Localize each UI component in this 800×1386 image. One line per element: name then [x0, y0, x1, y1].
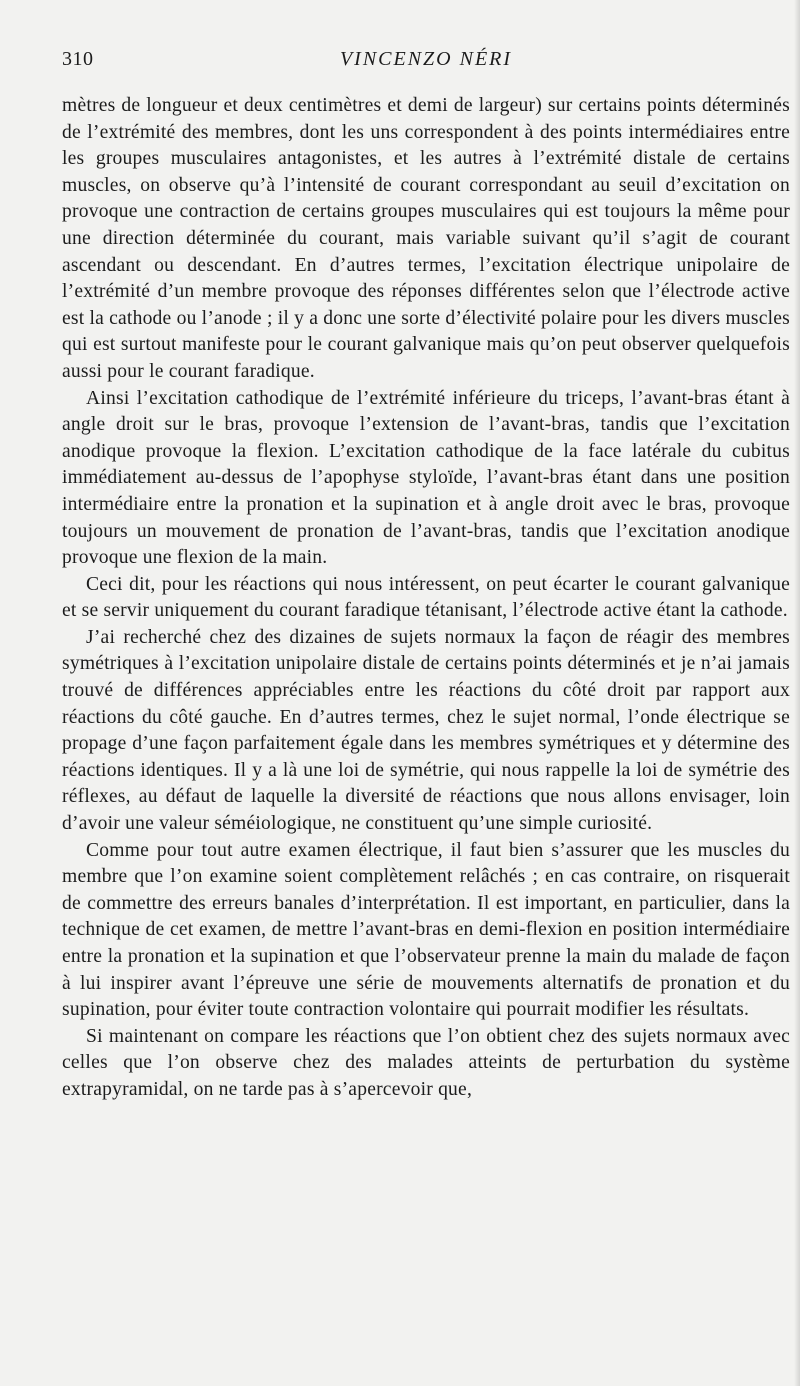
paragraph: J’ai recherché chez des dizaines de sujets normaux la façon de réagir des membres symétriques à l’excitation unipolaire distale de certains points déterminés et je n’ai jamais trouvé de différences appréciables entre les réactions du côté droit par rapport aux réactions du côté gauche. En d’autres termes, chez le sujet normal, l’onde électrique se propage d’une façon parfaitement égale dans les membres symétriques et y détermine des réactions identiques. Il y a là une loi de symétrie, qui nous rappelle la loi de symétrie des réflexes, au défaut de laquelle la diversité de réactions que nous allons envisager, loin d’avoir une valeur séméiologique, ne constituent qu’une simple curiosité. — [62, 626, 790, 835]
page-edge-shadow — [794, 0, 800, 1386]
paragraph: Comme pour tout autre examen électrique, il faut bien s’assurer que les muscles du membre que l’on examine soient complètement relâchés ; en cas contraire, on risquerait de commettre des erreurs banales d’interprétation. Il est important, en particulier, dans la technique de cet examen, de mettre l’avant-bras en demi-flexion en position intermédiaire entre la pronation et la supination et que l’observateur prenne la main du malade de façon à lui inspirer avant l’épreuve une série de mouvements alternatifs de pronation et du supination, pour éviter toute contraction volontaire qui pourrait modifier les résultats. — [62, 839, 790, 1021]
paragraph: Ceci dit, pour les réactions qui nous intéressent, on peut écarter le courant galvanique et se servir uniquement du courant faradique tétanisant, l’électrode active étant la cathode. — [62, 573, 790, 622]
body-text — [62, 93, 790, 1104]
running-head: VINCENZO NÉRI — [339, 48, 513, 70]
paragraph-continued: mètres de longueur et deux centimètres et demi de largeur) sur certains points déterminés de l’extrémité des membres, dont les uns correspondent à des points intermédiaires entre les groupes musculaires antagonistes, et les autres à l’extrémité distale de certains muscles, on observe qu’à l’intensité de courant correspondant au seuil d’excitation on provoque une contraction de certains groupes musculaires qui est toujours la même pour une direction déterminée du courant, mais variable suivant qu’il s’agit de courant ascendant ou descendant. En d’autres termes, l’excitation électrique unipolaire de l’extrémité d’un membre provoque des réponses différentes selon que l’électrode active est la cathode ou l’anode ; il y a donc une sorte d’électivité polaire pour les divers muscles qui est surtout manifeste pour le courant galvanique mais qu’on peut observer quelquefois aussi pour le courant faradique. — [62, 95, 790, 382]
paragraph: Si maintenant on compare les réactions que l’on obtient chez des sujets normaux avec celles que l’on observe chez des malades atteints de perturbation du système extrapyramidal, on ne tarde pas à s’apercevoir que, — [62, 1025, 790, 1100]
paragraph: Ainsi l’excitation cathodique de l’extrémité inférieure du triceps, l’avant-bras étant à angle droit sur le bras, provoque l’extension de l’avant-bras, tandis que l’excitation anodique provoque la flexion. L’excitation cathodique de la face latérale du cubitus immédiatement au-dessus de l’apophyse styloïde, l’avant-bras étant dans une position intermédiaire entre la pronation et la supination et à angle droit avec le bras, provoque toujours un mouvement de pronation de l’avant-bras, tandis que l’excitation anodique provoque une flexion de la main. — [62, 387, 790, 569]
book-page — [62, 48, 790, 1104]
page-header — [62, 48, 790, 88]
page-number: 310 — [62, 48, 94, 70]
